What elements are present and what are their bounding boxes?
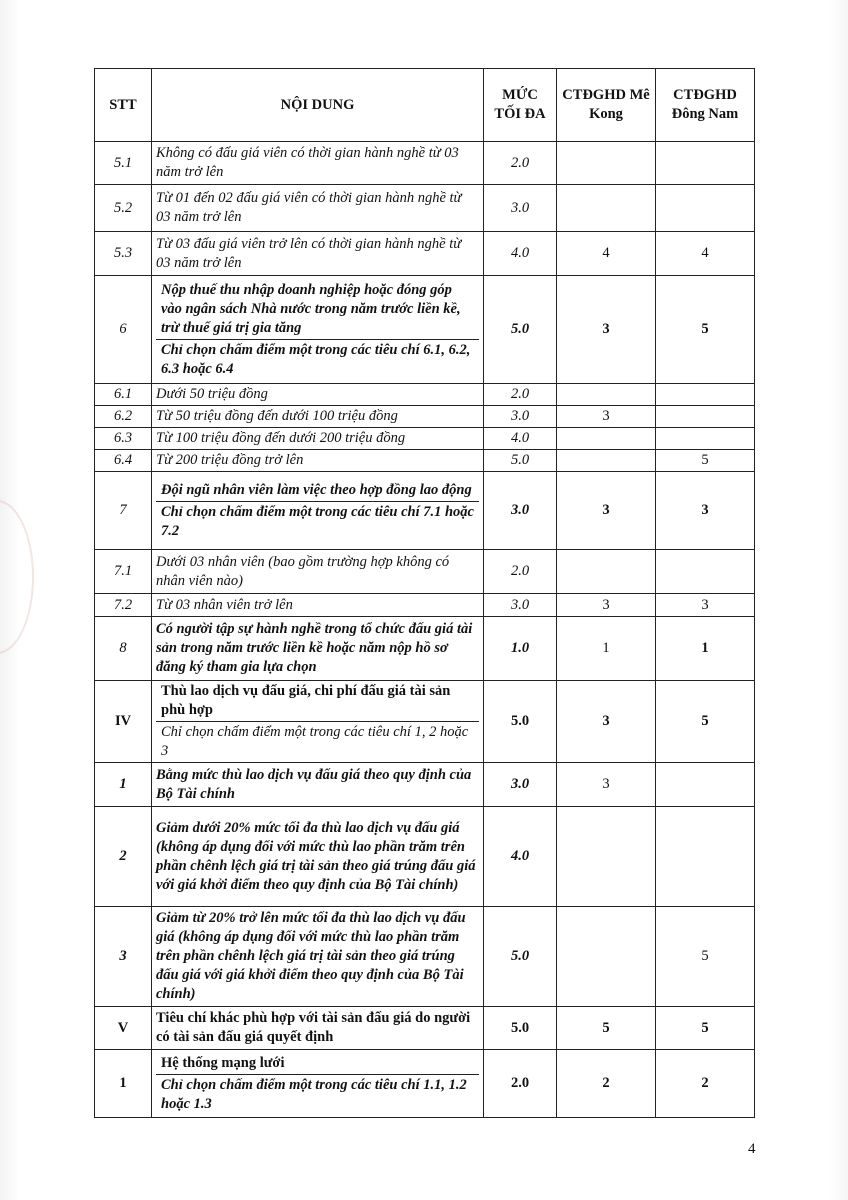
header-stt: STT	[95, 69, 152, 142]
row-score-dongnam	[656, 185, 755, 232]
row-stt: 7	[95, 472, 152, 550]
row-max: 2.0	[484, 384, 557, 406]
row-score-dongnam: 5	[656, 276, 755, 384]
table-row	[95, 472, 755, 550]
row-score-dongnam: 5	[656, 450, 755, 472]
row-content	[152, 681, 484, 763]
row-content	[152, 276, 484, 384]
row-max: 3.0	[484, 406, 557, 428]
row-stt: 6	[95, 276, 152, 384]
row-stt: 2	[95, 807, 152, 907]
row-score-mekong	[557, 807, 656, 907]
row-content: Dưới 50 triệu đồng	[152, 384, 484, 406]
table-row	[95, 232, 755, 276]
criterion-instruction: Chỉ chọn chấm điểm một trong các tiêu chí 1.1, 1.2 hoặc 1.3	[156, 1074, 479, 1115]
row-score-mekong	[557, 907, 656, 1007]
row-score-dongnam: 3	[656, 472, 755, 550]
row-content: Từ 200 triệu đồng trở lên	[152, 450, 484, 472]
row-max: 3.0	[484, 472, 557, 550]
table-row	[95, 384, 755, 406]
row-stt: 7.2	[95, 594, 152, 617]
table-row	[95, 1007, 755, 1050]
row-score-mekong: 4	[557, 232, 656, 276]
row-content: Có người tập sự hành nghề trong tổ chức đấu giá tài sản trong năm trước liền kề hoặc năm nộp hồ sơ đăng ký tham gia lựa chọn	[152, 617, 484, 681]
row-max: 5.0	[484, 276, 557, 384]
row-content: Giảm dưới 20% mức tối đa thù lao dịch vụ đấu giá (không áp dụng đối với mức thù lao phần trăm trên phần chênh lệch giá trị tài sản theo giá trúng đấu giá với giá khởi điểm theo quy định của Bộ Tài chính)	[152, 807, 484, 907]
row-max: 4.0	[484, 232, 557, 276]
row-stt: 6.1	[95, 384, 152, 406]
row-max: 3.0	[484, 594, 557, 617]
row-max: 3.0	[484, 763, 557, 807]
row-content: Từ 100 triệu đồng đến dưới 200 triệu đồng	[152, 428, 484, 450]
row-max: 4.0	[484, 807, 557, 907]
row-stt: 8	[95, 617, 152, 681]
row-stt: 6.3	[95, 428, 152, 450]
table-row	[95, 406, 755, 428]
row-stt: V	[95, 1007, 152, 1050]
criteria-table	[94, 68, 755, 1118]
row-score-dongnam	[656, 142, 755, 185]
row-max: 3.0	[484, 185, 557, 232]
row-score-mekong: 3	[557, 681, 656, 763]
row-content: Từ 03 đấu giá viên trở lên có thời gian hành nghề từ 03 năm trở lên	[152, 232, 484, 276]
row-content: Bằng mức thù lao dịch vụ đấu giá theo quy định của Bộ Tài chính	[152, 763, 484, 807]
table-row	[95, 907, 755, 1007]
row-content: Từ 03 nhân viên trở lên	[152, 594, 484, 617]
row-score-dongnam	[656, 384, 755, 406]
row-max: 5.0	[484, 681, 557, 763]
row-score-dongnam	[656, 763, 755, 807]
row-max: 4.0	[484, 428, 557, 450]
row-content: Giảm từ 20% trở lên mức tối đa thù lao dịch vụ đấu giá (không áp dụng đối với mức thù lao phần trăm trên phần chênh lệch giá trị tài sản theo giá trúng đấu giá với giá khởi điểm theo quy định của Bộ Tài chính)	[152, 907, 484, 1007]
criterion-title: Nộp thuế thu nhập doanh nghiệp hoặc đóng góp vào ngân sách Nhà nước trong năm trước liền kề, trừ thuế giá trị gia tăng	[161, 281, 461, 336]
table-row	[95, 276, 755, 384]
row-score-mekong	[557, 384, 656, 406]
row-stt: 5.1	[95, 142, 152, 185]
criterion-title: Thù lao dịch vụ đấu giá, chi phí đấu giá tài sản phù hợp	[161, 683, 451, 718]
table-row	[95, 185, 755, 232]
row-max: 2.0	[484, 550, 557, 594]
row-max: 5.0	[484, 907, 557, 1007]
row-stt: 5.2	[95, 185, 152, 232]
row-score-dongnam	[656, 807, 755, 907]
row-max: 2.0	[484, 142, 557, 185]
row-content	[152, 1050, 484, 1118]
row-content	[152, 472, 484, 550]
criterion-instruction: Chỉ chọn chấm điểm một trong các tiêu chí 1, 2 hoặc 3	[156, 721, 479, 762]
table-row	[95, 681, 755, 763]
row-stt: 1	[95, 763, 152, 807]
header-max: MỨC TỐI ĐA	[484, 69, 557, 142]
row-stt: IV	[95, 681, 152, 763]
row-stt: 1	[95, 1050, 152, 1118]
table-row	[95, 428, 755, 450]
row-score-mekong: 3	[557, 276, 656, 384]
criterion-instruction: Chỉ chọn chấm điểm một trong các tiêu chí 6.1, 6.2, 6.3 hoặc 6.4	[156, 339, 479, 380]
row-stt: 7.1	[95, 550, 152, 594]
header-company-mekong: CTĐGHD Mê Kong	[557, 69, 656, 142]
criterion-instruction: Chỉ chọn chấm điểm một trong các tiêu chí 7.1 hoặc 7.2	[156, 501, 479, 542]
row-score-dongnam: 5	[656, 1007, 755, 1050]
table-row	[95, 550, 755, 594]
table-row	[95, 450, 755, 472]
page-number: 4	[748, 1141, 756, 1157]
row-content: Từ 01 đến 02 đấu giá viên có thời gian hành nghề từ 03 năm trở lên	[152, 185, 484, 232]
row-score-mekong	[557, 142, 656, 185]
row-score-mekong: 1	[557, 617, 656, 681]
row-score-mekong: 3	[557, 763, 656, 807]
table-row	[95, 763, 755, 807]
row-score-mekong: 3	[557, 594, 656, 617]
row-score-dongnam: 4	[656, 232, 755, 276]
row-stt: 5.3	[95, 232, 152, 276]
row-content: Không có đấu giá viên có thời gian hành nghề từ 03 năm trở lên	[152, 142, 484, 185]
row-content: Dưới 03 nhân viên (bao gồm trường hợp không có nhân viên nào)	[152, 550, 484, 594]
row-stt: 3	[95, 907, 152, 1007]
row-score-mekong	[557, 450, 656, 472]
row-max: 5.0	[484, 1007, 557, 1050]
row-score-dongnam	[656, 550, 755, 594]
table-row	[95, 1050, 755, 1118]
criterion-title: Đội ngũ nhân viên làm việc theo hợp đồng lao động	[161, 481, 472, 498]
row-score-mekong: 5	[557, 1007, 656, 1050]
row-score-dongnam: 5	[656, 907, 755, 1007]
header-company-dongnam: CTĐGHD Đông Nam	[656, 69, 755, 142]
row-score-dongnam: 3	[656, 594, 755, 617]
row-score-mekong	[557, 185, 656, 232]
row-content: Từ 50 triệu đồng đến dưới 100 triệu đồng	[152, 406, 484, 428]
row-score-mekong: 3	[557, 406, 656, 428]
row-max: 5.0	[484, 450, 557, 472]
header-content: NỘI DUNG	[152, 69, 484, 142]
row-stt: 6.2	[95, 406, 152, 428]
row-stt: 6.4	[95, 450, 152, 472]
row-score-mekong	[557, 550, 656, 594]
row-max: 1.0	[484, 617, 557, 681]
row-score-mekong: 3	[557, 472, 656, 550]
row-max: 2.0	[484, 1050, 557, 1118]
row-score-dongnam: 5	[656, 681, 755, 763]
table-header-row	[95, 69, 755, 142]
criterion-title: Hệ thống mạng lưới	[161, 1054, 285, 1071]
row-score-dongnam: 1	[656, 617, 755, 681]
row-score-dongnam	[656, 406, 755, 428]
row-content: Tiêu chí khác phù hợp với tài sản đấu giá do người có tài sản đấu giá quyết định	[152, 1007, 484, 1050]
table-row	[95, 142, 755, 185]
row-score-dongnam: 2	[656, 1050, 755, 1118]
row-score-mekong: 2	[557, 1050, 656, 1118]
row-score-dongnam	[656, 428, 755, 450]
table-row	[95, 617, 755, 681]
row-score-mekong	[557, 428, 656, 450]
table-row	[95, 594, 755, 617]
table-row	[95, 807, 755, 907]
